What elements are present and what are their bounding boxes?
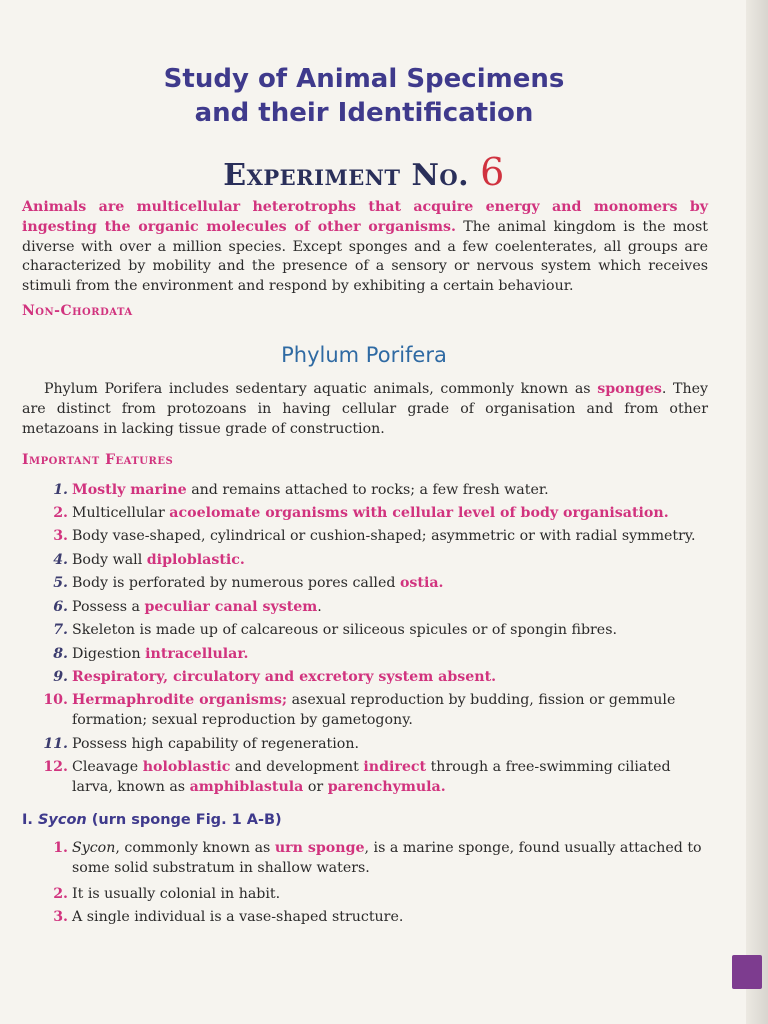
phylum-intro (22, 380, 708, 439)
feature-number: 2. (53, 505, 68, 521)
feature-highlight: holoblastic (142, 759, 231, 775)
phylum-intro-before: Phylum Porifera includes sedentary aquatic animals, commonly known as (44, 381, 598, 397)
feature-text: and development (230, 759, 364, 775)
feature-number: 1. (53, 482, 68, 498)
feature-highlight: Mostly marine (72, 482, 187, 498)
sycon-italic: Sycon (72, 840, 116, 856)
feature-item-10 (24, 690, 714, 730)
feature-text: Multicellular (72, 505, 170, 521)
feature-item-7 (24, 620, 714, 640)
section-non-chordata: Non-Chordata (22, 303, 133, 319)
sycon-item-1 (24, 838, 714, 878)
chapter-title-line2: and their Identification (194, 98, 534, 128)
feature-item-12 (24, 757, 714, 797)
sycon-heading-name: Sycon (37, 812, 87, 828)
feature-item-8 (24, 644, 714, 664)
feature-highlight: acoelomate organisms with cellular level of body organisation. (169, 505, 669, 521)
phylum-title: Phylum Porifera (281, 343, 447, 367)
feature-item-3 (24, 526, 714, 546)
feature-highlight: ostia. (399, 575, 444, 591)
feature-item-1 (24, 480, 714, 500)
feature-text: asexual reproduction by budding, fission or gemmule (287, 692, 676, 708)
feature-text: Body vase-shaped, cylindrical or cushion-shaped; asymmetric or with radial symmetry. (72, 528, 696, 544)
feature-number: 4. (53, 552, 68, 568)
feature-text: and remains attached to rocks; a few fresh water. (186, 482, 549, 498)
feature-highlight: diploblastic. (146, 552, 245, 568)
sycon-item-3 (24, 907, 714, 927)
feature-text: Skeleton is made up of calcareous or siliceous spicules or of spongin fibres. (72, 622, 617, 638)
feature-highlight: intracellular. (145, 646, 249, 662)
intro-paragraph (22, 198, 708, 297)
feature-number: 10. (43, 692, 68, 708)
sycon-item-2 (24, 884, 714, 904)
feature-item-6 (24, 597, 714, 617)
sycon-text: A single individual is a vase-shaped structure. (72, 909, 404, 925)
feature-continuation (24, 777, 714, 797)
feature-number: 9. (53, 669, 68, 685)
feature-item-4 (24, 550, 714, 570)
feature-item-5 (24, 573, 714, 593)
feature-number: 7. (53, 622, 68, 638)
feature-text: larva, known as (72, 779, 190, 795)
feature-number: 12. (43, 759, 68, 775)
intro-highlight: Animals are multicellular heterotrophs that acquire energy and monomers by ingesting the organic molecules of other organisms. (22, 199, 708, 235)
feature-item-9 (24, 667, 714, 687)
feature-text: Body wall (72, 552, 147, 568)
feature-text: Digestion (72, 646, 146, 662)
feature-item-11 (24, 734, 714, 754)
experiment-number: 6 (480, 150, 505, 194)
feature-text: Cleavage (72, 759, 143, 775)
sycon-text: , is a marine sponge, found usually attached to (364, 840, 702, 856)
feature-highlight: parenchymula. (327, 779, 446, 795)
feature-highlight: Hermaphrodite organisms; (72, 692, 288, 708)
phylum-intro-highlight: sponges (597, 381, 662, 397)
feature-number: 11. (43, 736, 68, 752)
feature-text: Body is perforated by numerous pores called (72, 575, 400, 591)
feature-text: Possess high capability of regeneration. (72, 736, 359, 752)
feature-number: 3. (53, 528, 68, 544)
sycon-highlight: urn sponge (274, 840, 365, 856)
sycon-text: It is usually colonial in habit. (72, 886, 281, 902)
feature-text: or (303, 779, 328, 795)
feature-text: . (317, 599, 322, 615)
feature-continuation: formation; sexual reproduction by gametogony. (72, 712, 413, 728)
feature-text: through a free-swimming ciliated (426, 759, 671, 775)
chapter-tab (732, 955, 762, 989)
phylum-intro-after: . They are distinct from protozoans in having cellular grade of organisation and from other metazoans in lacking tissue grade of construction. (22, 381, 709, 437)
sycon-text: , commonly known as (115, 840, 275, 856)
intro-rest: The animal kingdom is the most diverse with over a million species. Except sponges and a few coelenterates, all groups are characterized by mobility and the presence of a sensory or nervous system which receives stimuli from the environment and respond by exhibiting a certain behaviour. (22, 218, 708, 295)
sycon-number: 2. (53, 886, 68, 902)
experiment-heading (0, 150, 728, 194)
sycon-heading-suffix: (urn sponge Fig. 1 A-B) (86, 812, 282, 828)
experiment-label: Experiment No. (223, 158, 470, 193)
page-gutter (746, 0, 768, 1024)
feature-highlight: Respiratory, circulatory and excretory system absent. (72, 669, 497, 685)
feature-number: 8. (53, 646, 68, 662)
sycon-number: 1. (53, 840, 68, 856)
sycon-number: 3. (53, 909, 68, 925)
sycon-heading-prefix: I. (22, 812, 38, 828)
feature-highlight: amphiblastula (189, 779, 304, 795)
sycon-heading (22, 812, 282, 828)
section-important-features: Important Features (22, 452, 174, 468)
feature-highlight: indirect (363, 759, 427, 775)
feature-number: 6. (53, 599, 68, 615)
feature-highlight: peculiar canal system (144, 599, 318, 615)
chapter-title-line1: Study of Animal Specimens (163, 64, 565, 94)
feature-number: 5. (53, 575, 68, 591)
sycon-continuation: some solid substratum in shallow waters. (72, 860, 370, 876)
feature-text: Possess a (72, 599, 145, 615)
feature-item-2 (24, 503, 714, 523)
